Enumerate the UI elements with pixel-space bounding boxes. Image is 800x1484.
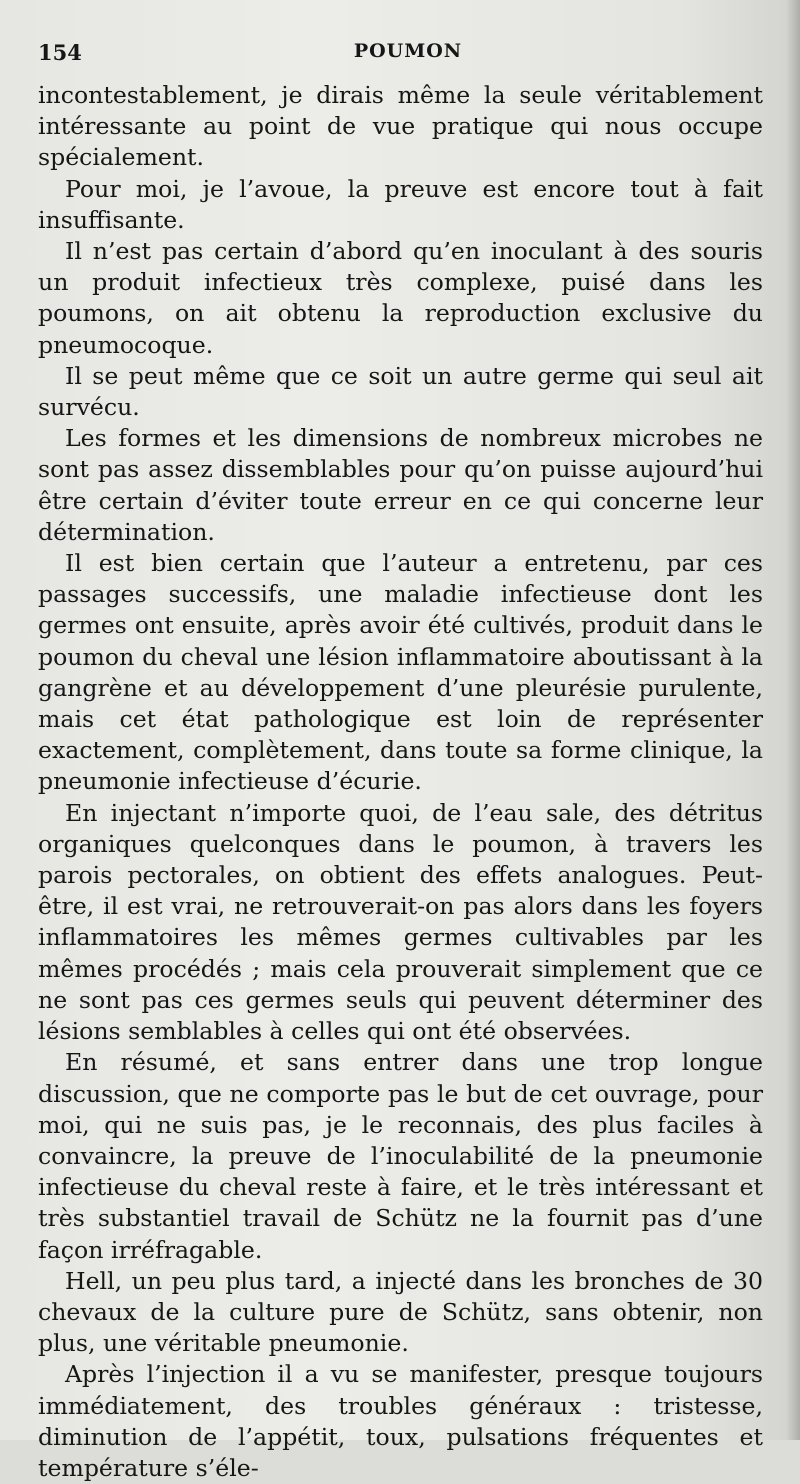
body-text [38, 80, 763, 1484]
paragraph: incontestablement, je dirais même la seule véritablement intéressante au point de vue pratique qui nous occupe spécialement. [38, 81, 763, 172]
paragraph: Hell, un peu plus tard, a injecté dans les bronches de 30 chevaux de la culture pure de Schütz, sans obtenir, non plus, une véritable pneumonie. [38, 1266, 763, 1358]
paragraph: Après l’injection il a vu se manifester, presque toujours immédiatement, des troubles généraux : tristesse, diminution de l’appétit, toux, pulsations fréquentes et température s’éle- [38, 1360, 763, 1482]
page-header [38, 40, 778, 68]
paragraph: Pour moi, je l’avoue, la preuve est encore tout à fait insuffisante. [38, 174, 763, 234]
paragraph: Il se peut même que ce soit un autre germe qui seul ait survécu. [38, 361, 763, 422]
page-number: 154 [38, 40, 82, 65]
paragraph: En injectant n’importe quoi, de l’eau sale, des détritus organiques quelconques dans le poumon, à travers les parois pectorales, on obtient des effets analogues. Peut-être, il est vrai, ne retrouverait-on pas alors dans les foyers inflammatoires les mêmes germes cultivables par les mêmes procédés ; mais cela prouverait simplement que ce ne sont pas ces germes seuls qui peuvent déterminer des lésions semblables à celles qui ont été observées. [38, 798, 763, 1046]
paragraph: En résumé, et sans entrer dans une trop longue discussion, que ne comporte pas le but de cet ouvrage, pour moi, qui ne suis pas, je le reconnais, des plus faciles à convaincre, la preuve de l’inoculabilité de la pneumonie infectieuse du cheval reste à faire, et le très intéressant et très substantiel travail de Schütz ne la fournit pas d’une façon irréfragable. [38, 1048, 763, 1264]
paragraph: Les formes et les dimensions de nombreux microbes ne sont pas assez dissemblables pour qu’on puisse aujourd’hui être certain d’éviter toute erreur en ce qui concerne leur détermination. [38, 424, 763, 546]
paragraph: Il est bien certain que l’auteur a entretenu, par ces passages successifs, une maladie infectieuse dont les germes ont ensuite, après avoir été cultivés, produit dans le poumon du cheval une lésion inflammatoire aboutissant à la gangrène et au développement d’une pleurésie purulente, mais cet état pathologique est loin de représenter exactement, complètement, dans toute sa forme clinique, la pneumonie infectieuse d’écurie. [38, 549, 763, 796]
paragraph: Il n’est pas certain d’abord qu’en inoculant à des souris un produit infectieux très complexe, puisé dans les poumons, on ait obtenu la reproduction exclusive du pneumocoque. [38, 237, 763, 359]
running-title: POUMON [353, 40, 463, 62]
